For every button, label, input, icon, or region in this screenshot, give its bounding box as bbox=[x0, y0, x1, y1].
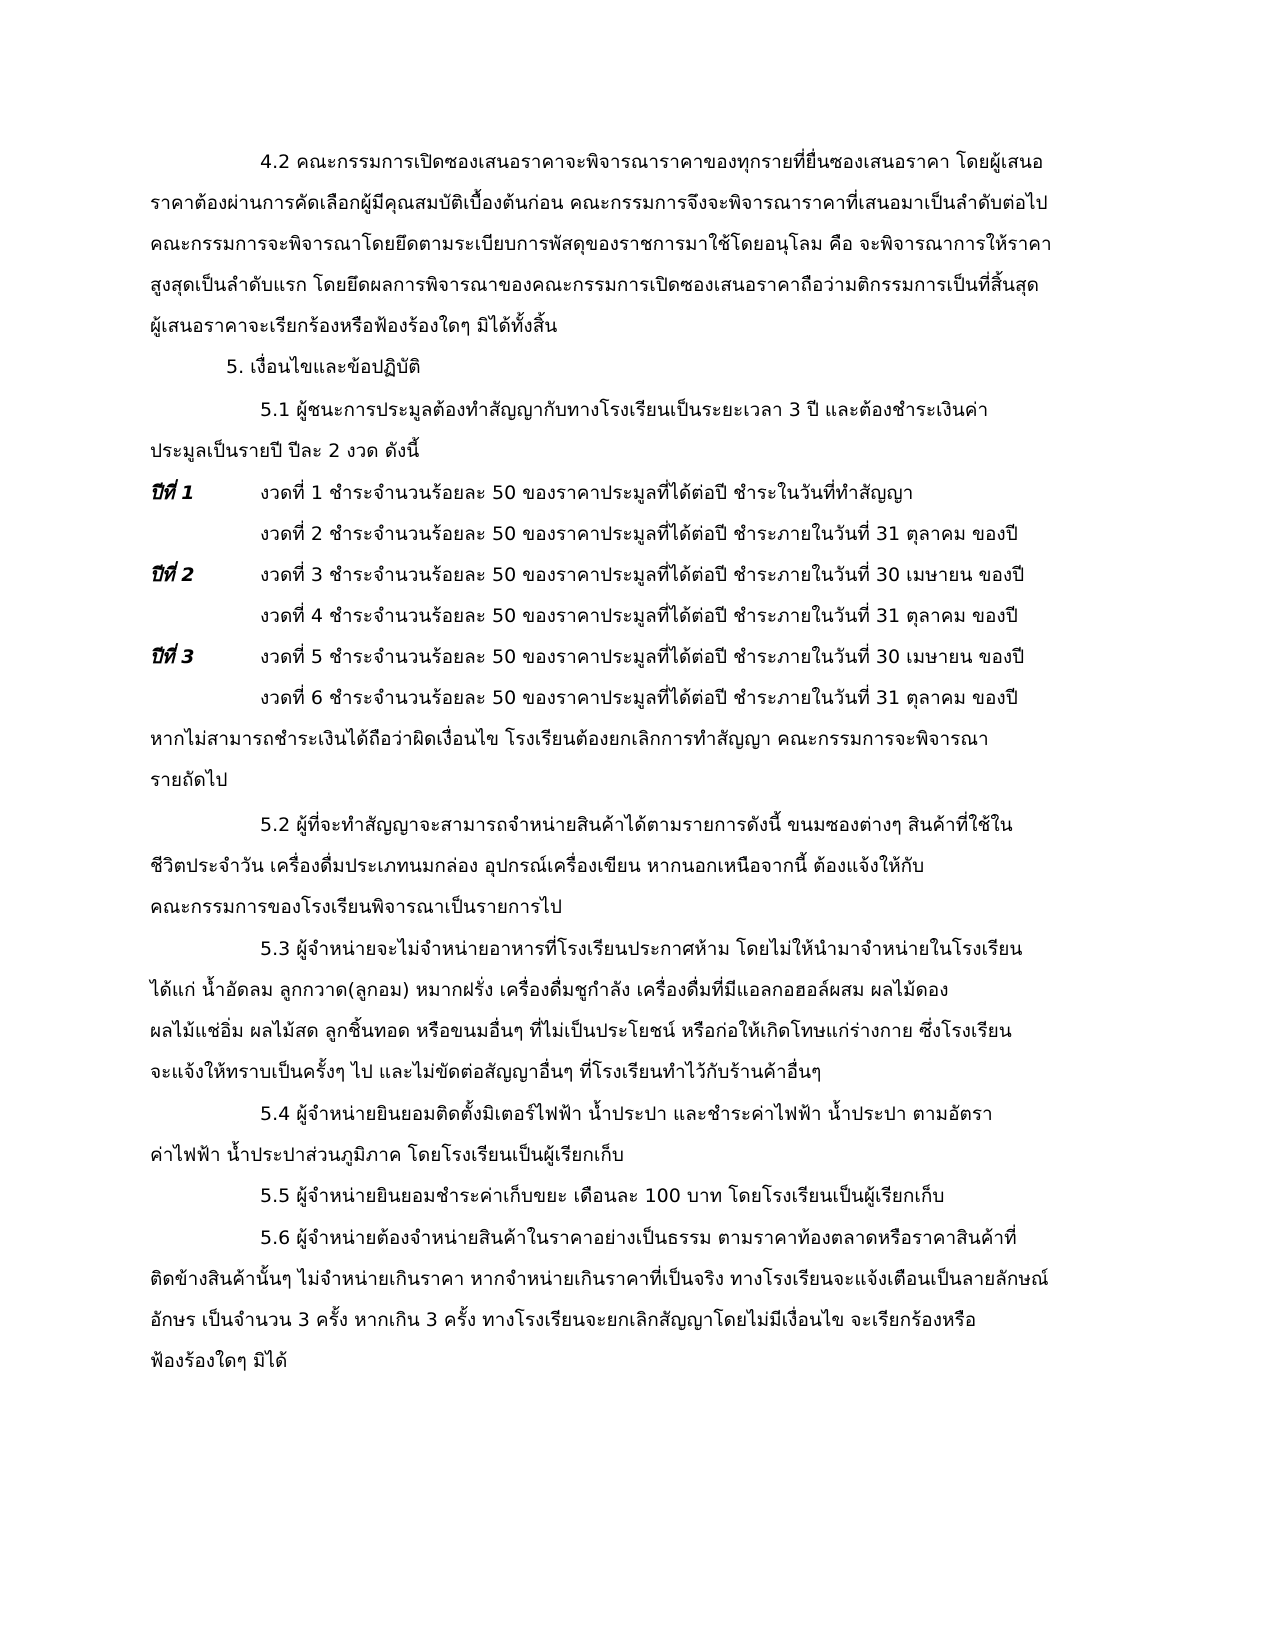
s52-line-2: ชีวิตประจำวัน เครื่องดื่มประเภทนมกล่อง อุปกรณ์เครื่องเขียน หากนอกเหนือจากนี้ ต้องแจ้งให้กับ bbox=[150, 855, 925, 877]
s56-line-2: ติดข้างสินค้านั้นๆ ไม่จำหน่ายเกินราคา หากจำหน่ายเกินราคาที่เป็นจริง ทางโรงเรียนจะแจ้งเตือนเป็นลายลักษณ์ bbox=[150, 1268, 1049, 1290]
s51-after-line-2: รายถัดไป bbox=[150, 769, 228, 791]
year-label: ปีที่ 3 bbox=[150, 646, 195, 668]
s42-line-1: 4.2 คณะกรรมการเปิดซองเสนอราคาจะพิจารณาราคาของทุกรายที่ยื่นซองเสนอราคา โดยผู้เสนอ bbox=[260, 151, 1044, 173]
year-label: ปีที่ 1 bbox=[150, 482, 195, 504]
s42-line-5: ผู้เสนอราคาจะเรียกร้องหรือฟ้องร้องใดๆ มิได้ทั้งสิ้น bbox=[150, 315, 558, 337]
installment-2: งวดที่ 2 ชำระจำนวนร้อยละ 50 ของราคาประมูลที่ได้ต่อปี ชำระภายในวันที่ 31 ตุลาคม ของปี bbox=[260, 523, 1018, 545]
s42-line-4: สูงสุดเป็นลำดับแรก โดยยึดผลการพิจารณาของคณะกรรมการเปิดซองเสนอราคาถือว่ามติกรรมการเป็นที่สิ้นสุด bbox=[150, 274, 1039, 296]
s56-line-3: อักษร เป็นจำนวน 3 ครั้ง หากเกิน 3 ครั้ง ทางโรงเรียนจะยกเลิกสัญญาโดยไม่มีเงื่อนไข จะเรียกร้องหรือ bbox=[150, 1309, 977, 1331]
s42-line-3: คณะกรรมการจะพิจารณาโดยยึดตามระเบียบการพัสดุของราชการมาใช้โดยอนุโลม คือ จะพิจารณาการให้ราคา bbox=[150, 233, 1052, 255]
s53-line-1: 5.3 ผู้จำหน่ายจะไม่จำหน่ายอาหารที่โรงเรียนประกาศห้าม โดยไม่ให้นำมาจำหน่ายในโรงเรียน bbox=[260, 938, 1023, 960]
s52-line-1: 5.2 ผู้ที่จะทำสัญญาจะสามารถจำหน่ายสินค้าได้ตามรายการดังนี้ ขนมซองต่างๆ สินค้าที่ใช้ใน bbox=[260, 814, 1013, 836]
s51-line-2: ประมูลเป็นรายปี ปีละ 2 งวด ดังนี้ bbox=[150, 440, 420, 462]
installment-4: งวดที่ 4 ชำระจำนวนร้อยละ 50 ของราคาประมูลที่ได้ต่อปี ชำระภายในวันที่ 31 ตุลาคม ของปี bbox=[260, 605, 1018, 627]
installment-1: งวดที่ 1 ชำระจำนวนร้อยละ 50 ของราคาประมูลที่ได้ต่อปี ชำระในวันที่ทำสัญญา bbox=[260, 482, 914, 504]
year-label: ปีที่ 2 bbox=[150, 564, 195, 586]
section-5-heading: 5. เงื่อนไขและข้อปฏิบัติ bbox=[226, 356, 421, 378]
installment-5: งวดที่ 5 ชำระจำนวนร้อยละ 50 ของราคาประมูลที่ได้ต่อปี ชำระภายในวันที่ 30 เมษายน ของปี bbox=[260, 646, 1025, 668]
s51-line-1: 5.1 ผู้ชนะการประมูลต้องทำสัญญากับทางโรงเรียนเป็นระยะเวลา 3 ปี และต้องชำระเงินค่า bbox=[260, 399, 989, 421]
s54-line-2: ค่าไฟฟ้า น้ำประปาส่วนภูมิภาค โดยโรงเรียนเป็นผู้เรียกเก็บ bbox=[150, 1144, 624, 1166]
s51-after-line-1: หากไม่สามารถชำระเงินได้ถือว่าผิดเงื่อนไข โรงเรียนต้องยกเลิกการทำสัญญา คณะกรรมการจะพิจารณา bbox=[150, 728, 989, 750]
s56-line-1: 5.6 ผู้จำหน่ายต้องจำหน่ายสินค้าในราคาอย่างเป็นธรรม ตามราคาท้องตลาดหรือราคาสินค้าที่ bbox=[260, 1227, 1017, 1249]
s53-line-3: ผลไม้แช่อิ่ม ผลไม้สด ลูกชิ้นทอด หรือขนมอื่นๆ ที่ไม่เป็นประโยชน์ หรือก่อให้เกิดโทษแก่ร่างกาย ซึ่งโรงเรียน bbox=[150, 1020, 1012, 1042]
installment-6: งวดที่ 6 ชำระจำนวนร้อยละ 50 ของราคาประมูลที่ได้ต่อปี ชำระภายในวันที่ 31 ตุลาคม ของปี bbox=[260, 687, 1018, 709]
s53-line-2: ได้แก่ น้ำอัดลม ลูกกวาด(ลูกอม) หมากฝรั่ง เครื่องดื่มชูกำลัง เครื่องดื่มที่มีแอลกอฮอล์ผสม ผลไม้ดอง bbox=[150, 979, 949, 1001]
s42-line-2: ราคาต้องผ่านการคัดเลือกผู้มีคุณสมบัติเบื้องต้นก่อน คณะกรรมการจึงจะพิจารณาราคาที่เสนอมาเป็นลำดับต่อไป bbox=[150, 192, 1048, 214]
s55-line-1: 5.5 ผู้จำหน่ายยินยอมชำระค่าเก็บขยะ เดือนละ 100 บาท โดยโรงเรียนเป็นผู้เรียกเก็บ bbox=[260, 1185, 945, 1207]
installment-3: งวดที่ 3 ชำระจำนวนร้อยละ 50 ของราคาประมูลที่ได้ต่อปี ชำระภายในวันที่ 30 เมษายน ของปี bbox=[260, 564, 1025, 586]
s53-line-4: จะแจ้งให้ทราบเป็นครั้งๆ ไป และไม่ขัดต่อสัญญาอื่นๆ ที่โรงเรียนทำไว้กับร้านค้าอื่นๆ bbox=[150, 1061, 822, 1083]
s54-line-1: 5.4 ผู้จำหน่ายยินยอมติดตั้งมิเตอร์ไฟฟ้า น้ำประปา และชำระค่าไฟฟ้า น้ำประปา ตามอัตรา bbox=[260, 1103, 993, 1125]
s56-line-4: ฟ้องร้องใดๆ มิได้ bbox=[150, 1350, 288, 1372]
s52-line-3: คณะกรรมการของโรงเรียนพิจารณาเป็นรายการไป bbox=[150, 896, 562, 918]
